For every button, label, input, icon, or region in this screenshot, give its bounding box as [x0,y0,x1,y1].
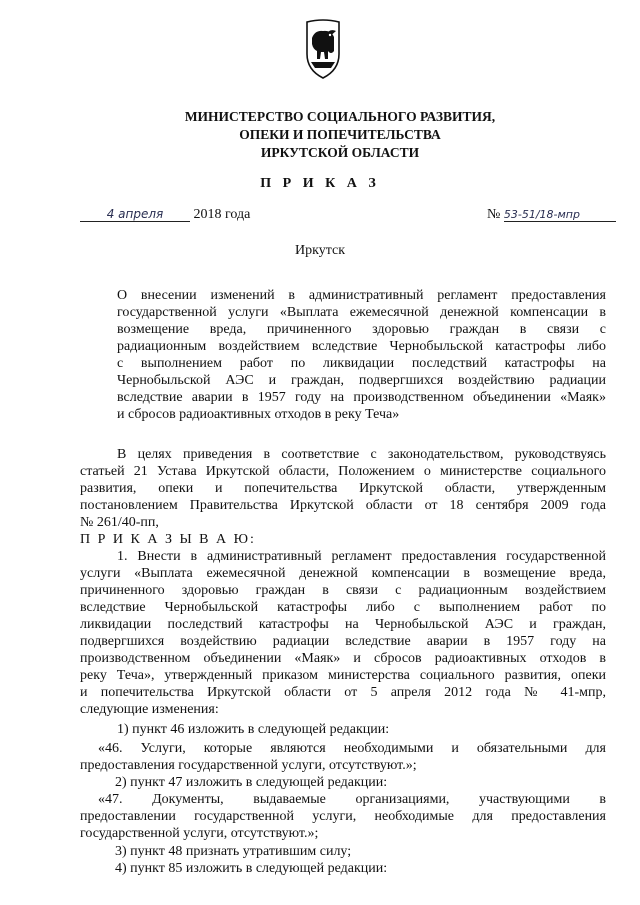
order-directive-heading: П Р И К А З Ы В А Ю: [80,532,256,547]
body-text-line: 3) пункт 48 признать утратившим силу; [115,844,352,859]
body-text-line: статьей 21 Устава Иркутской области, Положением о министерстве социального [80,464,606,479]
body-text-line: производственном объединении «Маяк» и сбросов радиоактивных отходов в [80,651,606,666]
body-text-line: услуги «Выплата ежемесячной денежной компенсации в возмещение вреда, [80,566,606,581]
body-text-line: В целях приведения в соответствие с законодательством, руководствуясь [117,447,606,462]
body-text-line: возмещение вреда, причиненного здоровью граждан в связи с [117,322,606,337]
ministry-line: ИРКУТСКОЙ ОБЛАСТИ [260,145,420,160]
body-text-line: предоставлении государственной услуги, необходимые для предоставления [80,809,606,824]
body-text-line: с выполнением работ по ликвидации последствий катастрофы на [117,356,606,371]
body-text-line: 1) пункт 46 изложить в следующей редакции: [117,722,390,737]
body-text-line: № 261/40-пп, [80,515,159,530]
number-sign: № [487,207,501,222]
body-text-line: вследствие Чернобыльской катастрофы либо с выполнением работ по [80,600,606,615]
body-text-line: и попечительства Иркутской области от 5 апреля 2012 года № 41-мпр, [80,685,606,700]
body-text-line: подвергшихся воздействию радиации вследствие аварии в 1957 году на [80,634,606,649]
body-text-line: государственной услуги, отсутствуют.»; [80,826,319,841]
handwritten-date: 4 апреля [80,207,190,222]
body-text-line: причиненного здоровью граждан в связи с радиационным воздействием [80,583,606,598]
body-text-line: О внесении изменений в административный регламент предоставления [117,288,606,303]
date-suffix: 2018 года [193,207,251,222]
city: Иркутск [294,243,346,258]
body-text-line: государственной услуги «Выплата ежемесячной денежной компенсации в [117,305,606,320]
body-text-line: 2) пункт 47 изложить в следующей редакции: [115,775,388,790]
body-text-line: 1. Внести в административный регламент предоставления государственной [117,549,606,564]
body-text-line: вследствие аварии в 1957 году на производственном объединении «Маяк» [117,390,606,405]
ministry-line: МИНИСТЕРСТВО СОЦИАЛЬНОГО РАЗВИТИЯ, [184,109,496,124]
body-text-line: предоставления государственной услуги, отсутствуют.»; [80,758,417,773]
body-text-line: и сбросов радиоактивных отходов в реку Теча» [117,407,400,422]
body-text-line: «46. Услуги, которые являются необходимыми и обязательными для [98,741,606,756]
body-text-line: реку Теча», утвержденный приказом министерства социального развития, опеки [80,668,606,683]
body-text-line: ликвидации последствий катастрофы на Чернобыльской АЭС и граждан, [80,617,606,632]
body-text-line: 4) пункт 85 изложить в следующей редакции: [115,861,388,876]
body-text-line: радиационным воздействием вследствие Чернобыльской катастрофы либо [117,339,606,354]
body-text-line: «47. Документы, выдаваемые организациями, участвующими в [98,792,606,807]
body-text-line: постановлением Правительства Иркутской области от 18 сентября 2009 года [80,498,606,513]
order-title: П Р И К А З [260,176,380,191]
ministry-line: ОПЕКИ И ПОПЕЧИТЕЛЬСТВА [239,127,441,142]
body-text-line: Чернобыльской АЭС и граждан, подвергшихся воздействию радиации [117,373,606,388]
body-text-line: развития, опеки и попечительства Иркутской области, утвержденным [80,481,606,496]
handwritten-number: 53-51/18-мпр [504,208,616,222]
body-text-line: следующие изменения: [80,702,219,717]
